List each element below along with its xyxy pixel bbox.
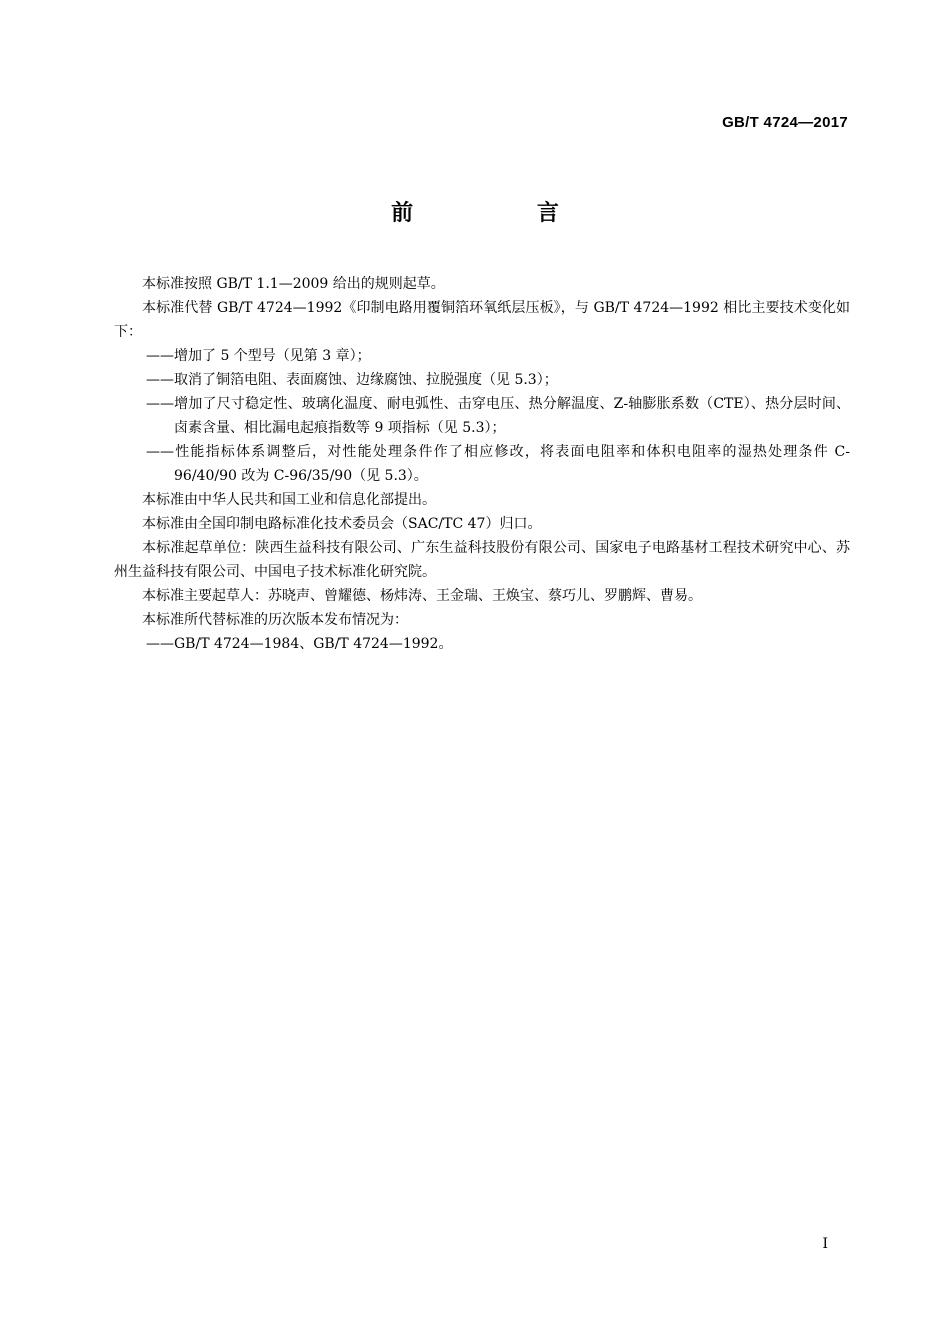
list-item: ——GB/T 4724—1984、GB/T 4724—1992。 <box>146 636 453 652</box>
paragraph-proposer: 本标准由中华人民共和国工业和信息化部提出。 <box>142 492 436 508</box>
paragraph-committee: 本标准由全国印制电路标准化技术委员会（SAC/TC 47）归口。 <box>142 516 542 532</box>
page-title: 前 言 <box>391 201 617 226</box>
list-item: ——增加了 5 个型号（见第 3 章）； <box>146 348 371 364</box>
paragraph-replacement: 本标准代替 GB/T 4724—1992《印制电路用覆铜箔环氧纸层压板》，与 GB/T 4724—1992 相比主要技术变化如下： <box>114 300 850 340</box>
page-number: I <box>822 1236 828 1252</box>
list-item: ——性能指标体系调整后，对性能处理条件作了相应修改，将表面电阻率和体积电阻率的湿热处理条件 C-96/40/90 改为 C-96/35/90（见 5.3）。 <box>146 444 850 484</box>
list-item: ——增加了尺寸稳定性、玻璃化温度、耐电弧性、击穿电压、热分解温度、Z-轴膨胀系数（CTE）、热分层时间、卤素含量、相比漏电起痕指数等 9 项指标（见 5.3）； <box>146 396 850 436</box>
paragraph-drafters: 本标准主要起草人：苏晓声、曾耀德、杨炜涛、王金瑞、王焕宝、蔡巧儿、罗鹏辉、曹易。 <box>142 588 702 604</box>
paragraph-drafting-units: 本标准起草单位：陕西生益科技有限公司、广东生益科技股份有限公司、国家电子电路基材工程技术研究中心、苏州生益科技有限公司、中国电子技术标准化研究院。 <box>114 540 850 580</box>
paragraph-drafting-rules: 本标准按照 GB/T 1.1—2009 给出的规则起草。 <box>142 276 445 292</box>
foreword-body <box>114 272 850 656</box>
paragraph-history: 本标准所代替标准的历次版本发布情况为： <box>142 612 408 628</box>
list-item: ——取消了铜箔电阻、表面腐蚀、边缘腐蚀、拉脱强度（见 5.3）； <box>146 372 558 388</box>
standard-code: GB/T 4724—2017 <box>722 114 848 131</box>
